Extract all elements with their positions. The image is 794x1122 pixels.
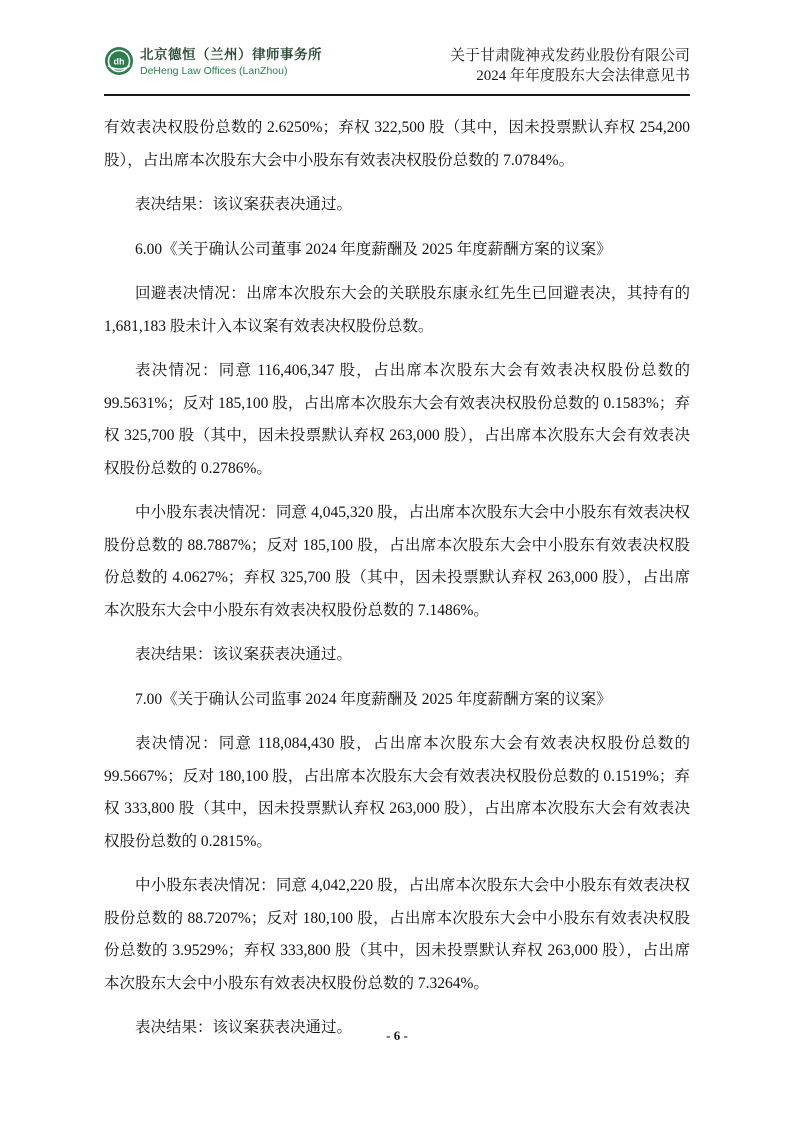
- law-firm-name-block: [140, 46, 322, 77]
- law-firm-name-cn: 北京德恒（兰州）律师事务所: [140, 47, 322, 62]
- paragraph-proposal-6-minor-votes: 中小股东表决情况：同意 4,045,320 股，占出席本次股东大会中小股东有效表决权股份总数的 88.7887%；反对 185,100 股，占出席本次股东大会中小股东有效表决权股份总数的 4.0627%；弃权 325,700 股（其中，因未投票默认弃权 263,000 股），占出席本次股东大会中小股东有效表决权股份总数的 7.1486%。: [104, 504, 690, 619]
- paragraph-proposal-6-votes: 表决情况：同意 116,406,347 股，占出席本次股东大会有效表决权股份总数的 99.5631%；反对 185,100 股，占出席本次股东大会有效表决权股份总数的 0.1583%；弃权 325,700 股（其中，因未投票默认弃权 263,000 股），占出席本次股东大会有效表决权股份总数的 0.2786%。: [104, 362, 690, 477]
- law-firm-name-en: DeHeng Law Offices (LanZhou): [140, 64, 288, 77]
- paragraph-proposal-7-votes: 表决情况：同意 118,084,430 股，占出席本次股东大会有效表决权股份总数的 99.5667%；反对 180,100 股，占出席本次股东大会有效表决权股份总数的 0.1519%；弃权 333,800 股（其中，因未投票默认弃权 263,000 股），占出席本次股东大会有效表决权股份总数的 0.2815%。: [104, 735, 690, 850]
- paragraph-vote-result: 表决结果：该议案获表决通过。: [135, 646, 353, 663]
- svg-text:dh: dh: [113, 56, 125, 67]
- page-header: [104, 46, 690, 96]
- paragraph-vote-result: 表决结果：该议案获表决通过。: [135, 1019, 353, 1036]
- paragraph-proposal-7-minor-votes: 中小股东表决情况：同意 4,042,220 股，占出席本次股东大会中小股东有效表决权股份总数的 88.7207%；反对 180,100 股，占出席本次股东大会中小股东有效表决权股份总数的 3.9529%；弃权 333,800 股（其中，因未投票默认弃权 263,000 股），占出席本次股东大会中小股东有效表决权股份总数的 7.3264%。: [104, 877, 690, 992]
- paragraph-proposal-6-title: 6.00《关于确认公司董事 2024 年度薪酬及 2025 年度薪酬方案的议案》: [135, 240, 612, 258]
- paragraph-proposal-7-title: 7.00《关于确认公司监事 2024 年度薪酬及 2025 年度薪酬方案的议案》: [135, 690, 612, 708]
- paragraph-continuation: 有效表决权股份总数的 2.6250%；弃权 322,500 股（其中，因未投票默认弃权 254,200 股），占出席本次股东大会中小股东有效表决权股份总数的 7.0784%。: [104, 119, 690, 169]
- deheng-logo-icon: [104, 46, 134, 76]
- doc-ref-line1: 关于甘肃陇神戎发药业股份有限公司: [449, 48, 690, 64]
- document-reference: [450, 46, 690, 86]
- page-number: - 6 -: [386, 1028, 408, 1043]
- law-firm-brand: [104, 46, 322, 77]
- paragraph-recusal-info: 回避表决情况：出席本次股东大会的关联股东康永红先生已回避表决，其持有的 1,681,183 股未计入本议案有效表决权股份总数。: [104, 285, 690, 335]
- document-body: [104, 112, 690, 1057]
- paragraph-vote-result: 表决结果：该议案获表决通过。: [135, 196, 353, 213]
- doc-ref-line2: 2024 年年度股东大会法律意见书: [476, 68, 690, 84]
